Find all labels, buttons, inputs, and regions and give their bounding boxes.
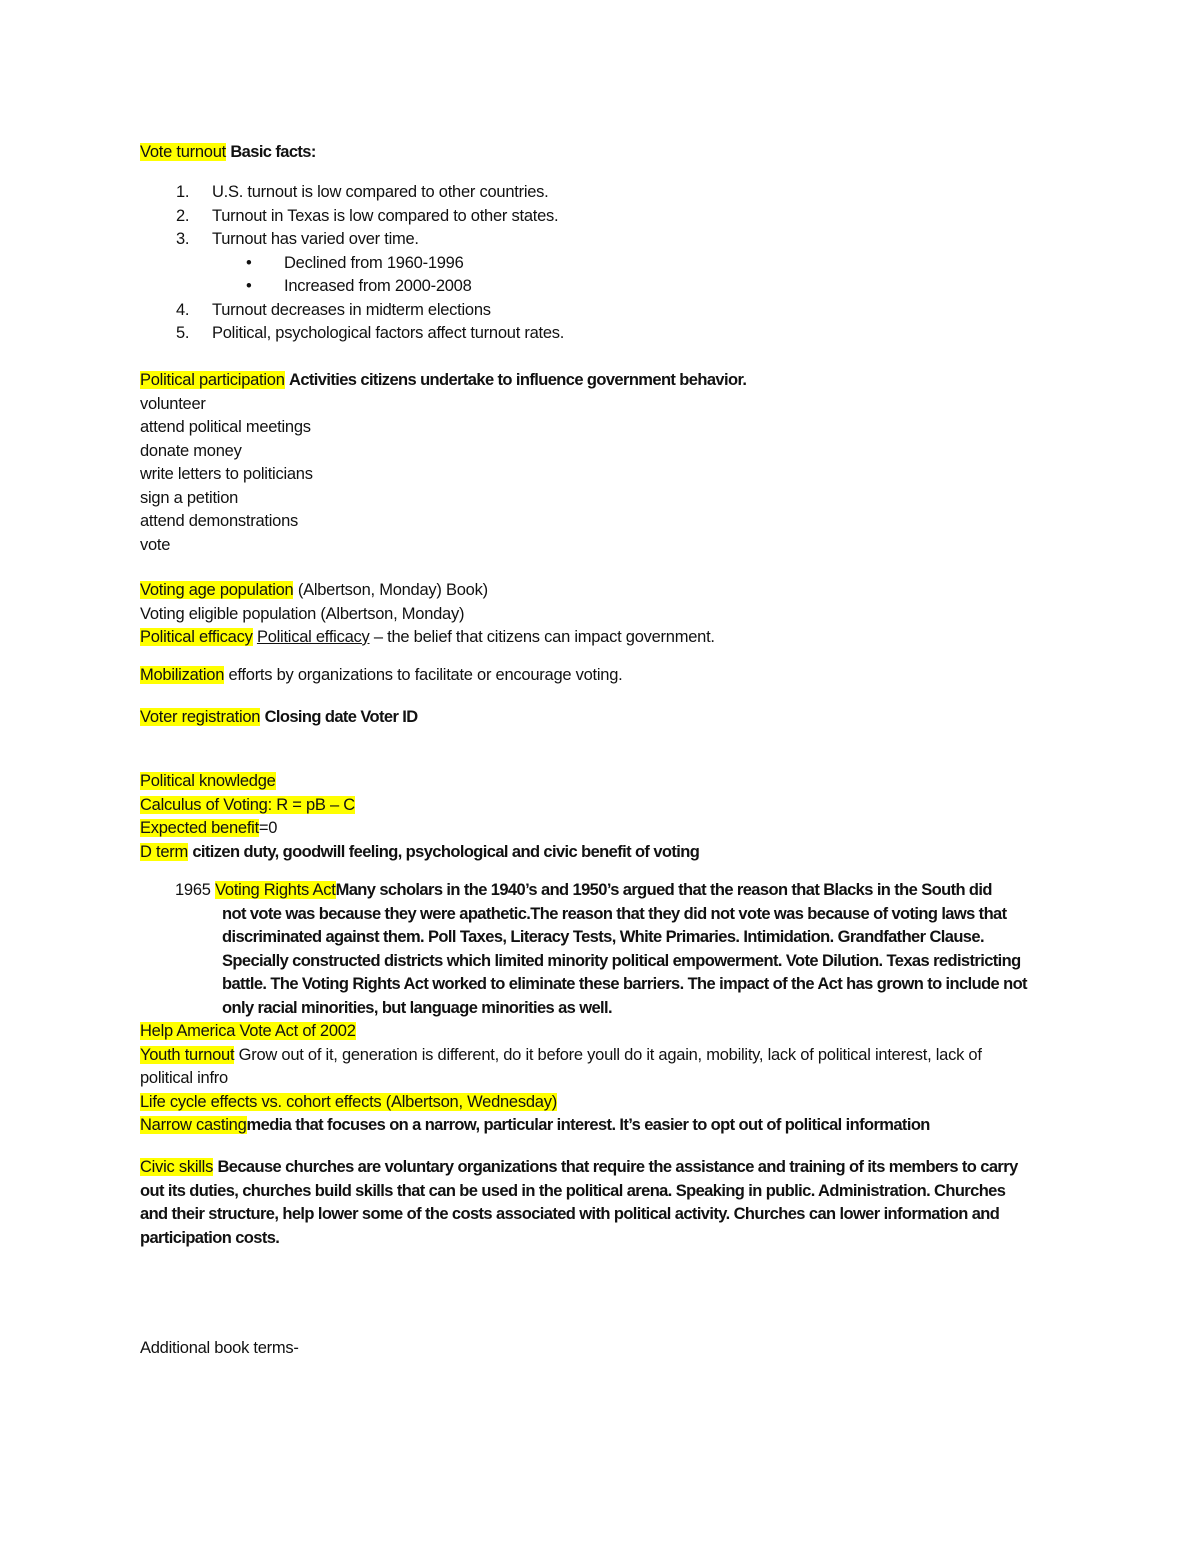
lifecycle-term: Life cycle effects vs. cohort effects (Albertson, Wednesday) — [140, 1092, 557, 1111]
vra-line: battle. The Voting Rights Act worked to eliminate these barriers. The impact of the Act has grown to include not — [222, 975, 1027, 993]
list-item: 5. Political, psychological factors affect turnout rates. — [176, 324, 565, 342]
youth-term: Youth turnout — [140, 1045, 235, 1064]
calculus-section — [140, 770, 1070, 864]
vap-term: Voting age population — [140, 581, 294, 599]
narrow-term: Narrow casting — [140, 1116, 247, 1134]
turnout-subheading: Basic facts: — [230, 143, 316, 161]
participation-heading — [140, 369, 1070, 393]
youth-definition-cont: political infro — [140, 1069, 228, 1087]
turnout-heading — [140, 141, 1070, 165]
registration-term: Voter registration — [140, 708, 261, 726]
registration-definition: Closing date Voter ID — [264, 708, 418, 726]
vep-line: Voting eligible population (Albertson, Monday) — [140, 604, 465, 623]
vra-year: 1965 — [175, 881, 211, 899]
sub-list-item: • Declined from 1960-1996 — [140, 252, 564, 276]
participation-term: Political participation — [140, 371, 285, 389]
vra-term: Voting Rights Act — [215, 881, 336, 899]
calculus-term: Calculus of Voting: R = pB – C — [140, 795, 355, 814]
hava-term: Help America Vote Act of 2002 — [140, 1022, 356, 1040]
youth-definition: Grow out of it, generation is different, do it before youll do it again, mobility, lack of political interest, lack of — [238, 1045, 982, 1064]
civic-line: participation costs. — [140, 1228, 280, 1247]
activity-item: sign a petition — [140, 488, 239, 507]
benefit-value: =0 — [258, 819, 278, 837]
activity-item: vote — [140, 535, 171, 554]
more-terms-section — [140, 1020, 1070, 1138]
activity-item: volunteer — [140, 394, 206, 413]
registration-section — [140, 706, 1070, 730]
vra-line: discriminated against them. Poll Taxes, Literacy Tests, White Primaries. Intimidation. Grandfather Clause. — [222, 928, 984, 946]
bullet-icon: • — [246, 277, 252, 295]
civic-section — [140, 1156, 1070, 1250]
civic-line: out its duties, churches build skills that can be used in the political arena. Speaking in public. Administration. Churches — [140, 1181, 1006, 1200]
bullet-icon: • — [246, 253, 252, 272]
sub-list-item: • Increased from 2000-2008 — [140, 275, 564, 299]
activity-item: attend demonstrations — [140, 512, 299, 530]
dterm-term: D term — [140, 842, 188, 861]
vra-line: not vote was because they were apathetic.The reason that they did not vote was because of voting laws that — [222, 904, 1007, 923]
civic-line: Because churches are voluntary organizations that require the assistance and training of its members to carry — [217, 1158, 1018, 1176]
vra-line: only racial minorities, but language minorities as well. — [222, 998, 613, 1017]
turnout-facts-list — [140, 181, 564, 346]
turnout-subitems — [212, 252, 564, 299]
benefit-term: Expected benefit — [140, 819, 259, 837]
turnout-term: Vote turnout — [140, 143, 226, 161]
activity-item: write letters to politicians — [140, 465, 313, 483]
population-section — [140, 579, 1070, 650]
vra-section — [175, 879, 1065, 1020]
additional-terms: Additional book terms- — [140, 1339, 299, 1357]
vap-note: (Albertson, Monday) Book) — [297, 581, 488, 599]
participation-definition: Activities citizens undertake to influence government behavior. — [289, 371, 747, 389]
list-item: 3. Turnout has varied over time. • Declined from 1960-1996 • Increased from 2000-2008 — [140, 228, 564, 299]
mobilization-definition: efforts by organizations to facilitate or encourage voting. — [228, 666, 623, 684]
list-item: 4. Turnout decreases in midterm elections — [176, 300, 491, 319]
knowledge-term: Political knowledge — [140, 772, 276, 790]
mobilization-section — [140, 664, 1070, 688]
vap-line — [140, 579, 1070, 603]
civic-line: and their structure, help lower some of the costs associated with political activity. Churches can lower information and — [140, 1205, 1000, 1223]
vra-line: Many scholars in the 1940’s and 1950’s argued that the reason that Blacks in the South did — [335, 881, 992, 899]
efficacy-term: Political efficacy — [140, 628, 253, 646]
civic-term: Civic skills — [140, 1158, 214, 1176]
efficacy-underlined: Political efficacy — [256, 628, 370, 646]
list-item: 2. Turnout in Texas is low compared to other states. — [176, 206, 559, 225]
vra-line: Specially constructed districts which limited minority political empowerment. Vote Dilution. Texas redistricting — [222, 951, 1021, 970]
narrow-definition: media that focuses on a narrow, particular interest. It’s easier to opt out of political information — [246, 1116, 930, 1134]
mobilization-term: Mobilization — [140, 666, 225, 684]
dterm-definition: citizen duty, goodwill feeling, psychological and civic benefit of voting — [192, 842, 700, 861]
activity-item: donate money — [140, 441, 242, 460]
list-item: 1. U.S. turnout is low compared to other countries. — [176, 183, 549, 201]
participation-section — [140, 369, 1070, 557]
activity-item: attend political meetings — [140, 418, 311, 436]
efficacy-line — [140, 626, 1070, 650]
efficacy-definition: – the belief that citizens can impact government. — [373, 628, 715, 646]
